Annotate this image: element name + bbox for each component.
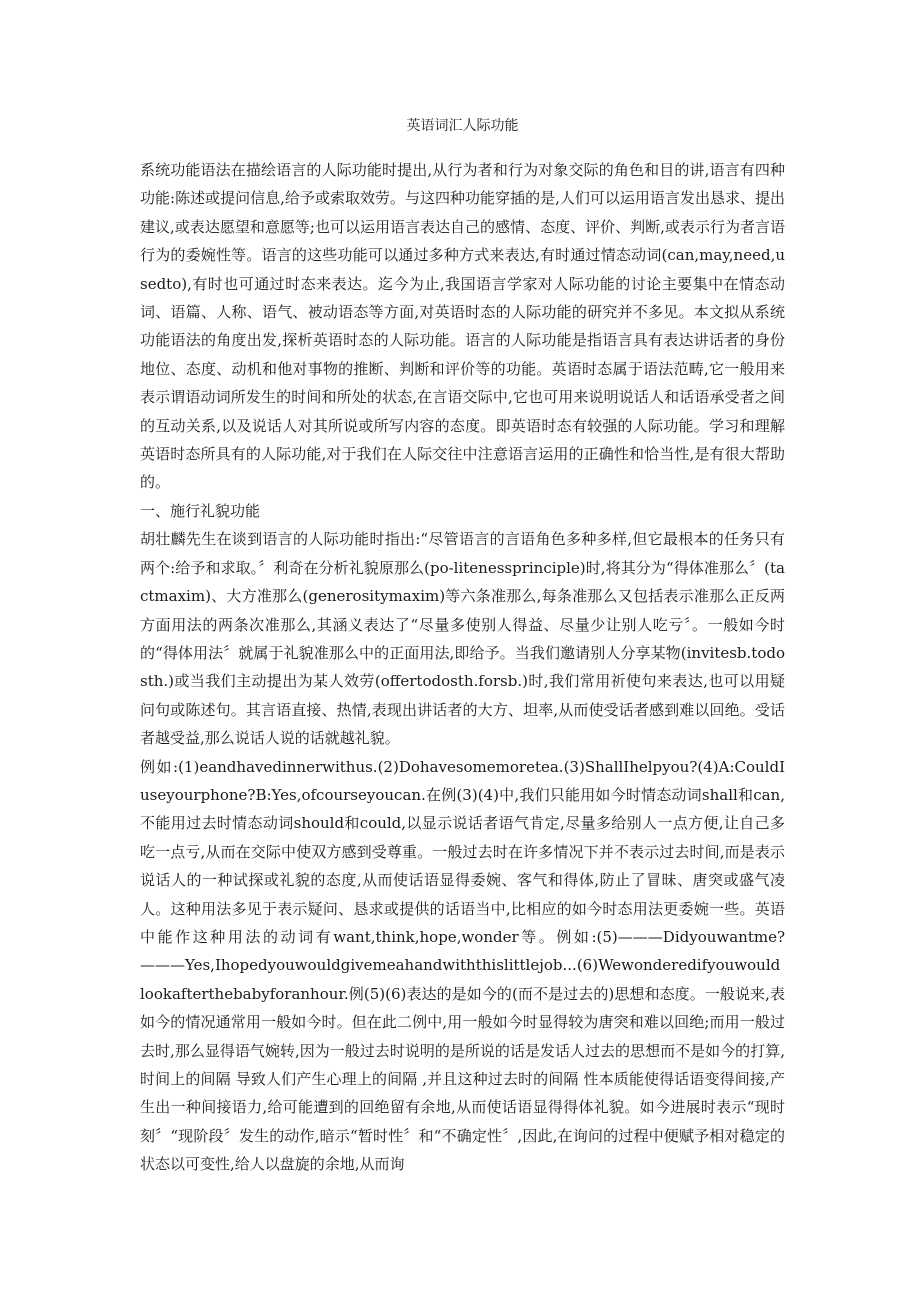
document-body xyxy=(140,156,785,1179)
paragraph-politeness: 胡壮麟先生在谈到语言的人际功能时指出:“尽管语言的言语角色多种多样,但它最根本的任务只有两个:给予和求取。〞利奇在分析礼貌原那么(po-litenessprinciple)时,将其分为“得体准那么〞(tactmaxim)、大方准那么(generositymaxim)等六条准那么,每条准那么又包括表示准那么正反两方面用法的两条次准那么,其涵义表达了“尽量多使别人得益、尽量少让别人吃亏〞。一般如今时的“得体用法〞就属于礼貌准那么中的正面用法,即给予。当我们邀请别人分享某物(invitesb.todosth.)或当我们主动提出为某人效劳(offertodosth.forsb.)时,我们常用祈使句来表达,也可以用疑问句或陈述句。其言语直接、热情,表现出讲话者的大方、坦率,从而使受话者感到难以回绝。受话者越受益,那么说话人说的话就越礼貌。 xyxy=(140,530,785,748)
document-title: 英语词汇人际功能 xyxy=(406,118,519,134)
section-heading: 一、施行礼貌功能 xyxy=(140,501,261,520)
paragraph-examples: 例如:(1)eandhavedinnerwithus.(2)Dohavesomemoretea.(3)ShallIhelpyou?(4)A:CouldIuseyourphone?B:Yes,ofcourseyoucan.在例(3)(4)中,我们只能用如今时情态动词shall和can,不能用过去时情态动词should和could,以显示说话者语气肯定,尽量多给别人一点方便,让自己多吃一点亏,从而在交际中使双方感到受尊重。一般过去时在许多情况下并不表示过去时间,而是表示说话人的一种试探或礼貌的态度,从而使话语显得委婉、客气和得体,防止了冒昧、唐突或盛气凌人。这种用法多见于表示疑问、恳求或提供的话语当中,比相应的如今时态用法更委婉一些。英语中能作这种用法的动词有want,think,hope,wonder等。例如:(5)———Didyouwantme?———Yes,Ihopedyouwouldgivemeahandwiththislittlejob...(6)Wewonderedifyouwouldlookafterthebabyforanhour.例(5)(6)表达的是如今的(而不是过去的)思想和态度。一般说来,表如今的情况通常用一般如今时。但在此二例中,用一般如今时显得较为唐突和难以回绝;而用一般过去时,那么显得语气婉转,因为一般过去时说明的是所说的话是发话人过去的思想而不是如今的打算,时间上的间隔 导致人们产生心理上的间隔 ,并且这种过去时的间隔 性本质能使得话语变得间接,产生出一种间接语力,给可能遭到的回绝留有余地,从而使话语显得得体礼貌。如今进展时表示“现时刻〞“现阶段〞发生的动作,暗示“暂时性〞和“不确定性〞,因此,在询问的过程中便赋予相对稳定的状态以可变性,给人以盘旋的余地,从而询 xyxy=(140,757,785,1174)
paragraph-intro: 系统功能语法在描绘语言的人际功能时提出,从行为者和行为对象交际的角色和目的讲,语言有四种功能:陈述或提问信息,给予或索取效劳。与这四种功能穿插的是,人们可以运用语言发出恳求、提出建议,或表达愿望和意愿等;也可以运用语言表达自己的感情、态度、评价、判断,或表示行为者言语行为的委婉性等。语言的这些功能可以通过多种方式来表达,有时通过情态动词(can,may,need,usedto),有时也可通过时态来表达。迄今为止,我国语言学家对人际功能的讨论主要集中在情态动词、语篇、人称、语气、被动语态等方面,对英语时态的人际功能的研究并不多见。本文拟从系统功能语法的角度出发,探析英语时态的人际功能。语言的人际功能是指语言具有表达讲话者的身份地位、态度、动机和他对事物的推断、判断和评价等的功能。英语时态属于语法范畴,它一般用来表示谓语动词所发生的时间和所处的状态,在言语交际中,它也可用来说明说话人和话语承受者之间的互动关系,以及说话人对其所说或所写内容的态度。即英语时态有较强的人际功能。学习和理解英语时态所具有的人际功能,对于我们在人际交往中注意语言运用的正确性和恰当性,是有很大帮助的。 xyxy=(140,161,785,492)
